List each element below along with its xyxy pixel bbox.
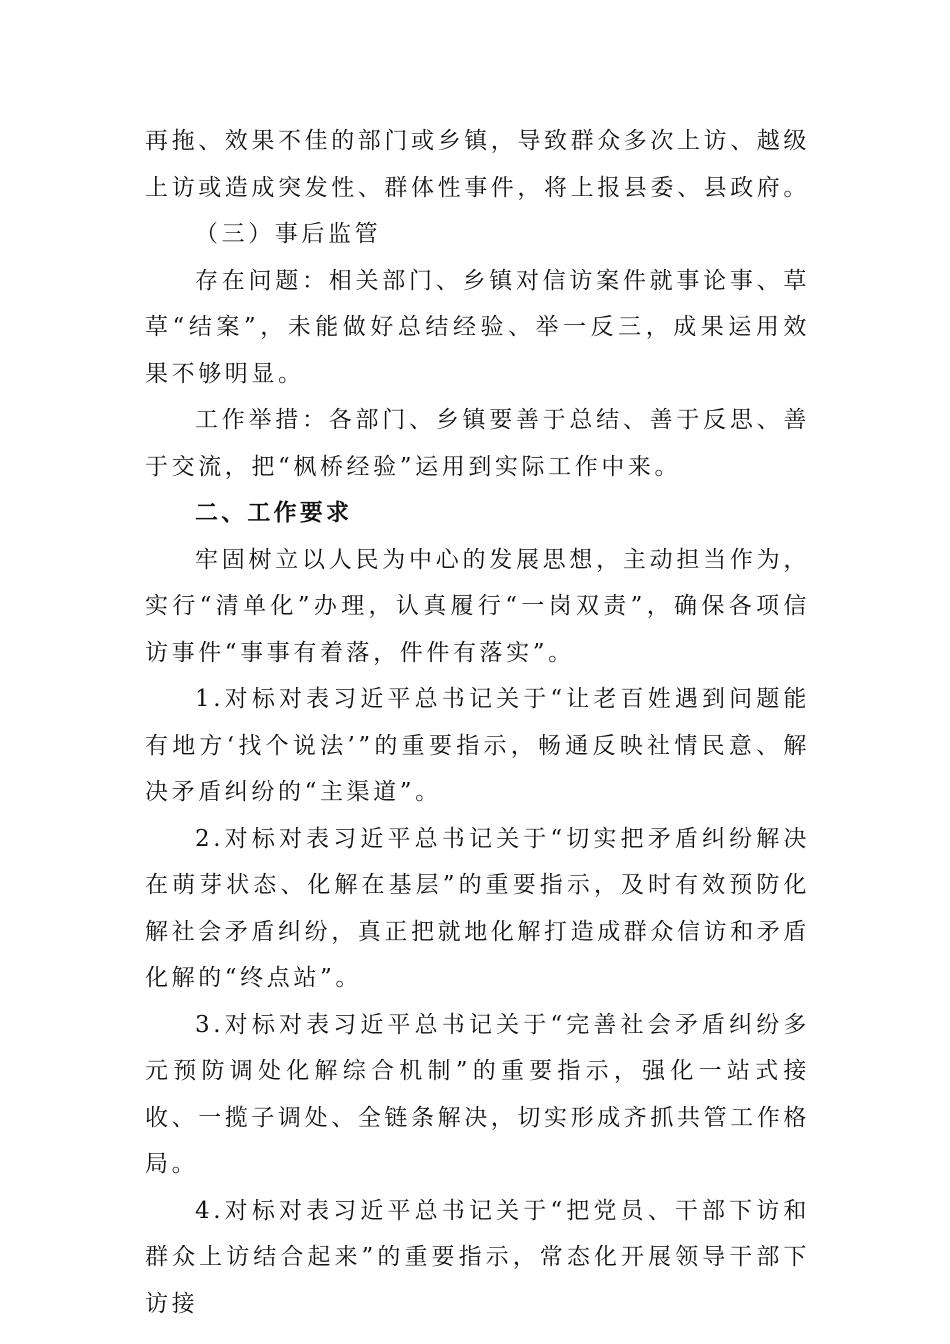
- section-subheading-post-supervision: （三）事后监管: [195, 221, 382, 247]
- document-page: [145, 118, 810, 1327]
- paragraph-work-measures: 工作举措：各部门、乡镇要善于总结、善于反思、善于交流，把“枫桥经验”运用到实际工作中来。: [145, 407, 810, 480]
- paragraph-item-3: 3.对标对表习近平总书记关于“完善社会矛盾纠纷多元预防调处化解综合机制”的重要指示，强化一站式接收、一揽子调处、全链条解决，切实形成齐抓共管工作格局。: [145, 1011, 810, 1177]
- paragraph-item-4: 4.对标对表习近平总书记关于“把党员、干部下访和群众上访结合起来”的重要指示，常态化开展领导干部下访接: [145, 1197, 810, 1317]
- paragraph-requirements-intro: 牢固树立以人民为中心的发展思想，主动担当作为，实行“清单化”办理，认真履行“一岗双责”，确保各项信访事件“事事有着落，件件有落实”。: [145, 546, 810, 666]
- paragraph-continuation: 再拖、效果不佳的部门或乡镇，导致群众多次上访、越级上访或造成突发性、群体性事件，将上报县委、县政府。: [145, 128, 810, 201]
- paragraph-item-1: 1.对标对表习近平总书记关于“让老百姓遇到问题能有地方‘找个说法’”的重要指示，畅通反映社情民意、解决矛盾纠纷的“主渠道”。: [145, 686, 810, 805]
- paragraph-existing-problems: 存在问题：相关部门、乡镇对信访案件就事论事、草草“结案”，未能做好总结经验、举一反三，成果运用效果不够明显。: [145, 267, 810, 387]
- paragraph-item-2: 2.对标对表习近平总书记关于“切实把矛盾纠纷解决在萌芽状态、化解在基层”的重要指示，及时有效预防化解社会矛盾纠纷，真正把就地化解打造成群众信访和矛盾化解的“终点站”。: [145, 825, 810, 991]
- section-heading-work-requirements: 二、工作要求: [195, 500, 353, 526]
